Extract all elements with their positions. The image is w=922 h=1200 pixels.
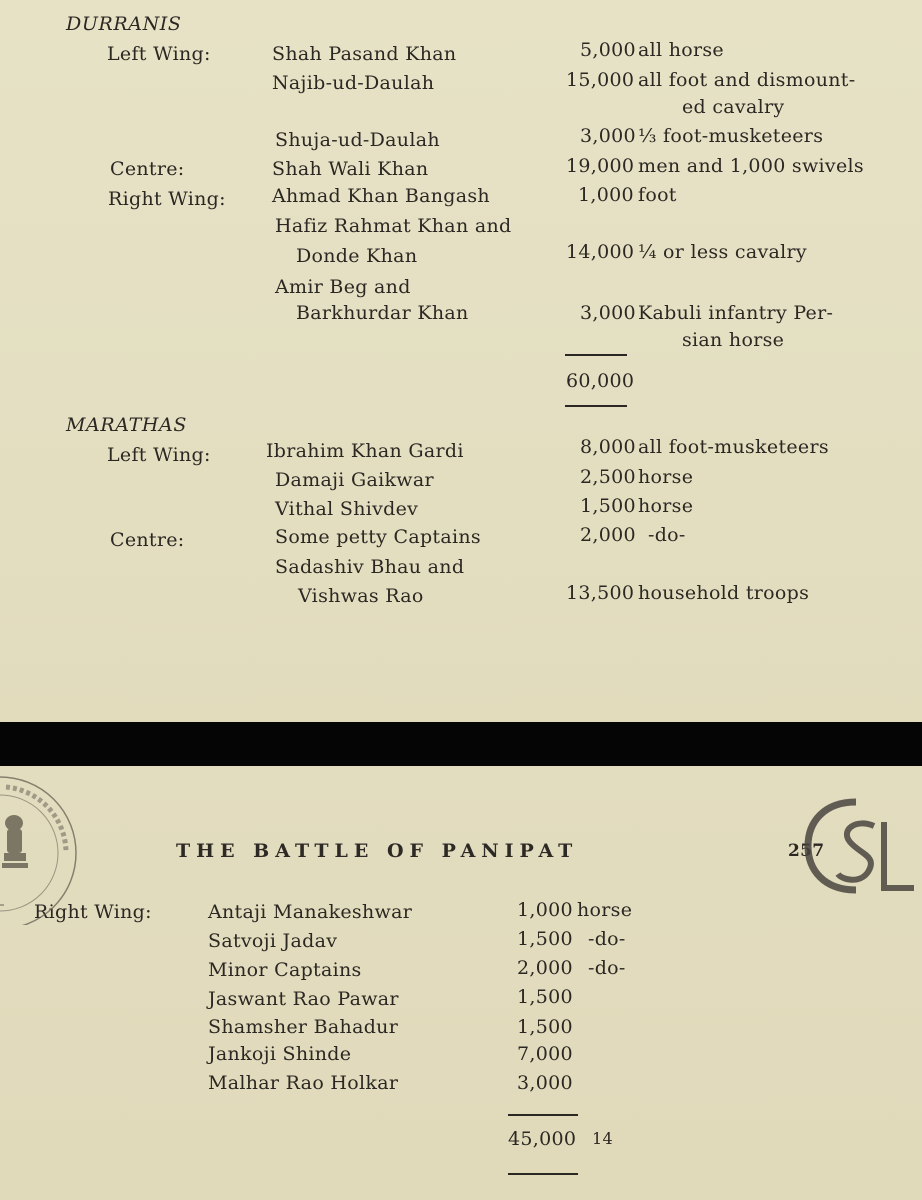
troop-description: ⅓ foot-musketeers xyxy=(638,125,824,147)
troop-description: -do- xyxy=(588,957,626,979)
troop-description: -do- xyxy=(648,524,686,546)
troop-number: 3,000 xyxy=(517,1072,573,1094)
troop-number: 1,500 xyxy=(517,928,573,950)
sum-rule-bottom xyxy=(565,405,627,407)
troop-description: -do- xyxy=(588,928,626,950)
troop-description: all foot-musketeers xyxy=(638,436,829,458)
page-title: THE BATTLE OF PANIPAT xyxy=(176,840,579,862)
troop-description: men and 1,000 swivels xyxy=(638,155,864,177)
troop-number: 7,000 xyxy=(517,1043,573,1065)
commander-name: Shah Pasand Khan xyxy=(272,43,457,65)
sum-rule-top xyxy=(508,1114,578,1116)
troop-number: 1,500 xyxy=(517,1016,573,1038)
troop-number: 3,000 xyxy=(580,125,636,147)
troop-description: Kabuli infantry Per- xyxy=(638,302,834,324)
commander-name: Najib-ud-Daulah xyxy=(272,72,435,94)
troop-number: 19,000 xyxy=(566,155,635,177)
commander-name: Jankoji Shinde xyxy=(208,1043,352,1065)
scan-bottom-page xyxy=(0,766,922,1200)
wing-label: Left Wing: xyxy=(107,43,211,65)
commander-name: Malhar Rao Holkar xyxy=(208,1072,399,1094)
commander-name: Sadashiv Bhau and xyxy=(275,556,465,578)
sum-rule-top xyxy=(565,354,627,356)
troop-number: 8,000 xyxy=(580,436,636,458)
commander-name-cont: Barkhurdar Khan xyxy=(296,302,469,324)
commander-name-cont: Donde Khan xyxy=(296,245,418,267)
sum-rule-bottom xyxy=(508,1173,578,1175)
troop-description-cont: ed cavalry xyxy=(682,96,785,118)
page-number: 257 xyxy=(788,841,825,861)
commander-name: Amir Beg and xyxy=(275,276,411,298)
troop-number: 15,000 xyxy=(566,69,635,91)
commander-name: Jaswant Rao Pawar xyxy=(208,988,399,1010)
troop-number: 13,500 xyxy=(566,582,635,604)
troop-description: horse xyxy=(638,466,694,488)
commander-name: Ahmad Khan Bangash xyxy=(272,185,490,207)
csl-watermark-icon xyxy=(798,796,916,896)
troop-number: 1,500 xyxy=(580,495,636,517)
wing-label: Right Wing: xyxy=(108,188,226,210)
scan-separator xyxy=(0,722,922,766)
troop-description: household troops xyxy=(638,582,810,604)
troop-number: 1,500 xyxy=(517,986,573,1008)
footnote-marker: 14 xyxy=(592,1129,613,1148)
wing-label: Centre: xyxy=(110,158,185,180)
government-seal-icon xyxy=(0,765,82,925)
troop-number: 1,000 xyxy=(578,184,634,206)
commander-name: Vithal Shivdev xyxy=(275,498,419,520)
troop-description: ¼ or less cavalry xyxy=(638,241,807,263)
troop-description: horse xyxy=(638,495,694,517)
durranis-heading: DURRANIS xyxy=(66,13,182,35)
commander-name: Shamsher Bahadur xyxy=(208,1016,399,1038)
troop-number: 1,000 xyxy=(517,899,573,921)
troop-number: 2,000 xyxy=(580,524,636,546)
commander-name: Antaji Manakeshwar xyxy=(208,901,413,923)
troop-number: 2,500 xyxy=(580,466,636,488)
troop-description: all foot and dismount- xyxy=(638,69,856,91)
maratha-total: 45,000 xyxy=(508,1128,577,1150)
troop-number: 3,000 xyxy=(580,302,636,324)
commander-name: Satvoji Jadav xyxy=(208,930,338,952)
wing-label: Centre: xyxy=(110,529,185,551)
durrani-total: 60,000 xyxy=(566,370,635,392)
troop-number: 5,000 xyxy=(580,39,636,61)
marathas-heading: MARATHAS xyxy=(66,414,187,436)
commander-name: Damaji Gaikwar xyxy=(275,469,434,491)
commander-name: Shuja-ud-Daulah xyxy=(275,129,440,151)
troop-description-cont: sian horse xyxy=(682,329,785,351)
troop-description: horse xyxy=(577,899,633,921)
commander-name: Minor Captains xyxy=(208,959,362,981)
wing-label: Left Wing: xyxy=(107,444,211,466)
commander-name: Hafiz Rahmat Khan and xyxy=(275,215,512,237)
commander-name-cont: Vishwas Rao xyxy=(298,585,424,607)
troop-number: 2,000 xyxy=(517,957,573,979)
commander-name: Some petty Captains xyxy=(275,526,481,548)
wing-label: Right Wing: xyxy=(34,901,152,923)
troop-number: 14,000 xyxy=(566,241,635,263)
commander-name: Shah Wali Khan xyxy=(272,158,429,180)
troop-description: all horse xyxy=(638,39,724,61)
troop-description: foot xyxy=(638,184,677,206)
commander-name: Ibrahim Khan Gardi xyxy=(266,440,464,462)
